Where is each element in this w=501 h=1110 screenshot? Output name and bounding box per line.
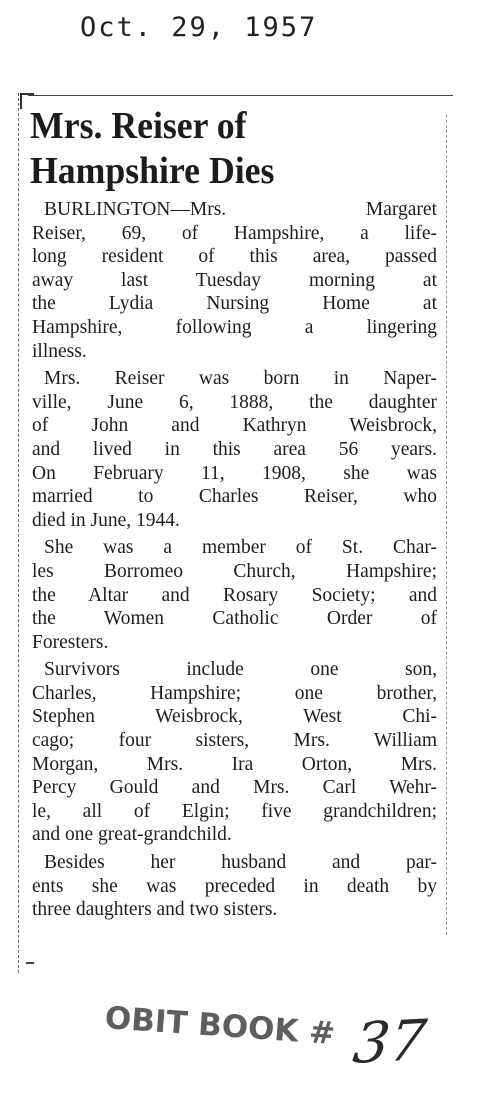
text-line: Foresters. [32,631,109,653]
text-line: Survivors include one son, [44,659,437,681]
text-line: long resident of this area, passed [32,246,437,268]
text-line: Besides her husband and par- [44,852,437,874]
text-line: away last Tuesday morning at [32,269,437,291]
text-line: On February 11, 1908, she was [32,462,437,484]
paragraph [32,536,437,654]
text-line: Stephen Weisbrock, West Chi- [32,706,437,728]
obit-book-stamp: OBIT BOOK # [103,1000,337,1053]
text-line: Reiser, 69, of Hampshire, a life- [32,222,437,244]
obituary-body [32,198,437,926]
paragraph [32,367,437,532]
text-line: Charles, Hampshire; one brother, [32,682,437,704]
clipping-right-edge [446,115,447,935]
text-line: the Lydia Nursing Home at [32,293,437,315]
date-line: Oct. 29, 1957 [80,12,318,43]
headline-line-2: Hampshire Dies [30,150,275,192]
text-line: ents she was preceded in death by [32,875,437,897]
text-line: and one great-grandchild. [32,824,232,846]
paragraph [32,198,437,363]
text-line: the Altar and Rosary Society; and [32,584,437,606]
text-line: of John and Kathryn Weisbrock, [32,415,437,437]
text-line: les Borromeo Church, Hampshire; [32,560,437,582]
text-line: three daughters and two sisters. [32,899,278,921]
text-line: Hampshire, following a lingering [32,316,437,338]
text-line: Percy Gould and Mrs. Carl Wehr- [32,777,437,799]
headline-line-1: Mrs. Reiser of [30,105,247,147]
text-line: the Women Catholic Order of [32,608,437,630]
text-line: illness. [32,340,87,362]
text-line: died in June, 1944. [32,509,180,531]
text-line: Mrs. Reiser was born in Naper- [44,368,437,390]
clipping-top-border [28,95,453,96]
text-line: She was a member of St. Char- [44,537,437,559]
text-line: le, all of Elgin; five grandchildren; [32,800,437,822]
text-line: married to Charles Reiser, who [32,486,437,508]
text-line: and lived in this area 56 years. [32,438,437,460]
text-line: ville, June 6, 1888, the daughter [32,391,437,413]
paragraph [32,851,437,922]
bottom-tick-mark [26,962,34,964]
handwritten-book-number: 37 [349,1008,430,1077]
headline [30,104,415,194]
text-line: BURLINGTON—Mrs. Margaret [44,199,437,220]
paragraph [32,658,437,847]
text-line: cago; four sisters, Mrs. William [32,730,437,752]
text-line: Morgan, Mrs. Ira Orton, Mrs. [32,753,437,775]
